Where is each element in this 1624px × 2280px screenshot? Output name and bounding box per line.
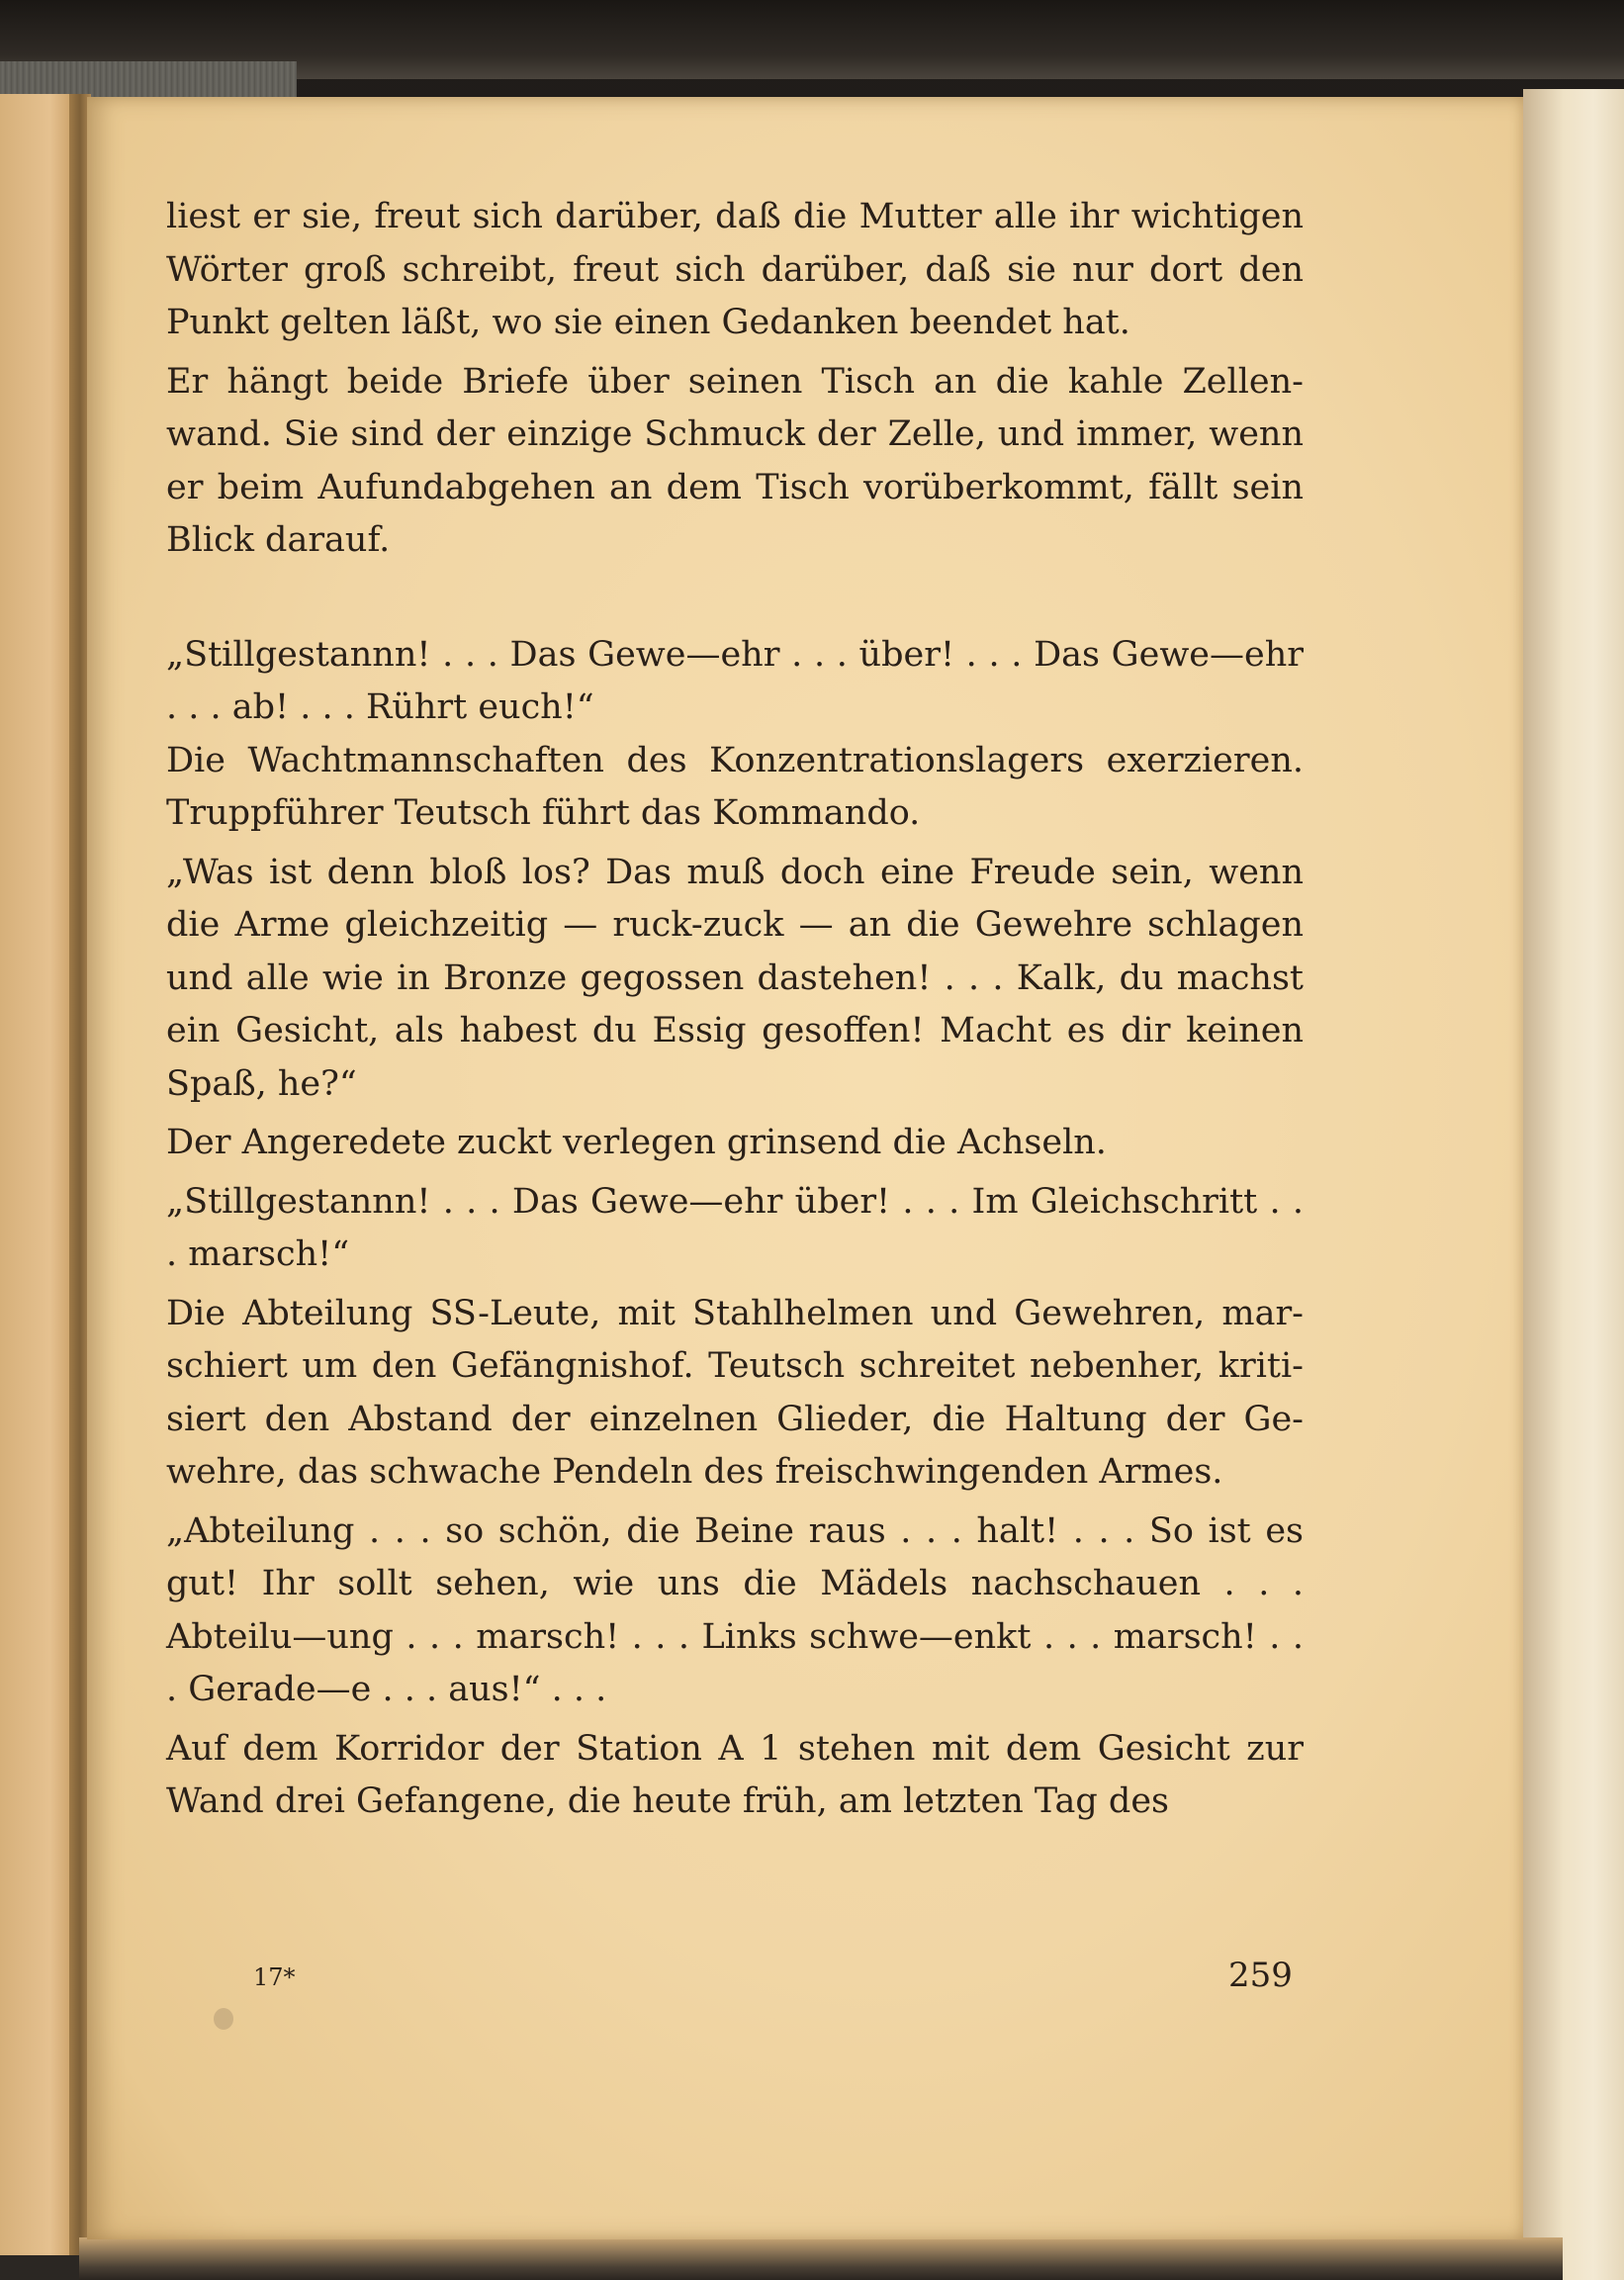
- page-text: [166, 191, 1304, 1829]
- paragraph: „Abteilung . . . so schön, die Beine raus . . . halt! . . . So ist es gut! Ihr sollt sehen, wie uns die Mädels nachschauen . . . Abteilu—ung . . . marsch! . . . Links schwe—enkt . . . marsch! . . . Gerade—e . . . aus!“ . . .: [166, 1510, 1304, 1709]
- book-bottom-edge: [79, 2237, 1563, 2280]
- paragraph: liest er sie, freut sich darüber, daß die Mutter alle ihr wichtigen Wörter groß schreibt, freut sich darüber, daß sie nur dort den Punkt gelten läßt, wo sie einen Gedanken beendet hat.: [166, 197, 1304, 342]
- signature-mark: 17*: [253, 1963, 296, 1991]
- paragraph: Die Abteilung SS-Leute, mit Stahlhelmen und Gewehren, marschiert um den Gefängnishof. Teutsch schreitet nebenher, kritisiert den Abstand der einzelnen Glieder, die Haltung der Gewehre, das schwache Pendeln des freischwingenden Armes.: [166, 1293, 1304, 1492]
- paragraph: Der Angeredete zuckt verlegen grinsend die Achseln.: [166, 1123, 1107, 1162]
- page-number: 259: [1228, 1956, 1293, 1995]
- paragraph: Er hängt beide Briefe über seinen Tisch an die kahle Zellenwand. Sie sind der einzige Schmuck der Zelle, und immer, wenn er beim Aufundabgehen an dem Tisch vorüberkommt, fällt sein Blick darauf.: [166, 361, 1304, 560]
- paragraph: „Was ist denn bloß los? Das muß doch eine Freude sein, wenn die Arme gleichzeitig — ruck-zuck — an die Gewehre schlagen und alle wie in Bronze gegossen dastehen! . . . Kalk, du machst ein Gesicht, als habest du Essig gesoffen! Macht es dir keinen Spaß, he?“: [166, 852, 1304, 1104]
- paragraph: Auf dem Korridor der Station A 1 stehen mit dem Gesicht zur Wand drei Gefangene, die heute früh, am letzten Tag des: [166, 1728, 1304, 1821]
- paragraph: „Stillgestannn! . . . Das Gewe—ehr über! . . . Im Gleichschritt . . . marsch!“: [166, 1181, 1304, 1274]
- paragraph: „Stillgestannn! . . . Das Gewe—ehr . . . über! . . . Das Gewe—ehr . . . ab! . . . Rührt euch!“: [166, 634, 1304, 727]
- paragraph: Die Wachtmannschaften des Konzentrationslagers exerzieren. Truppführer Teutsch führt das Kommando.: [166, 740, 1304, 833]
- page-smudge: [214, 2008, 233, 2030]
- page-block-edge: [1523, 89, 1624, 2280]
